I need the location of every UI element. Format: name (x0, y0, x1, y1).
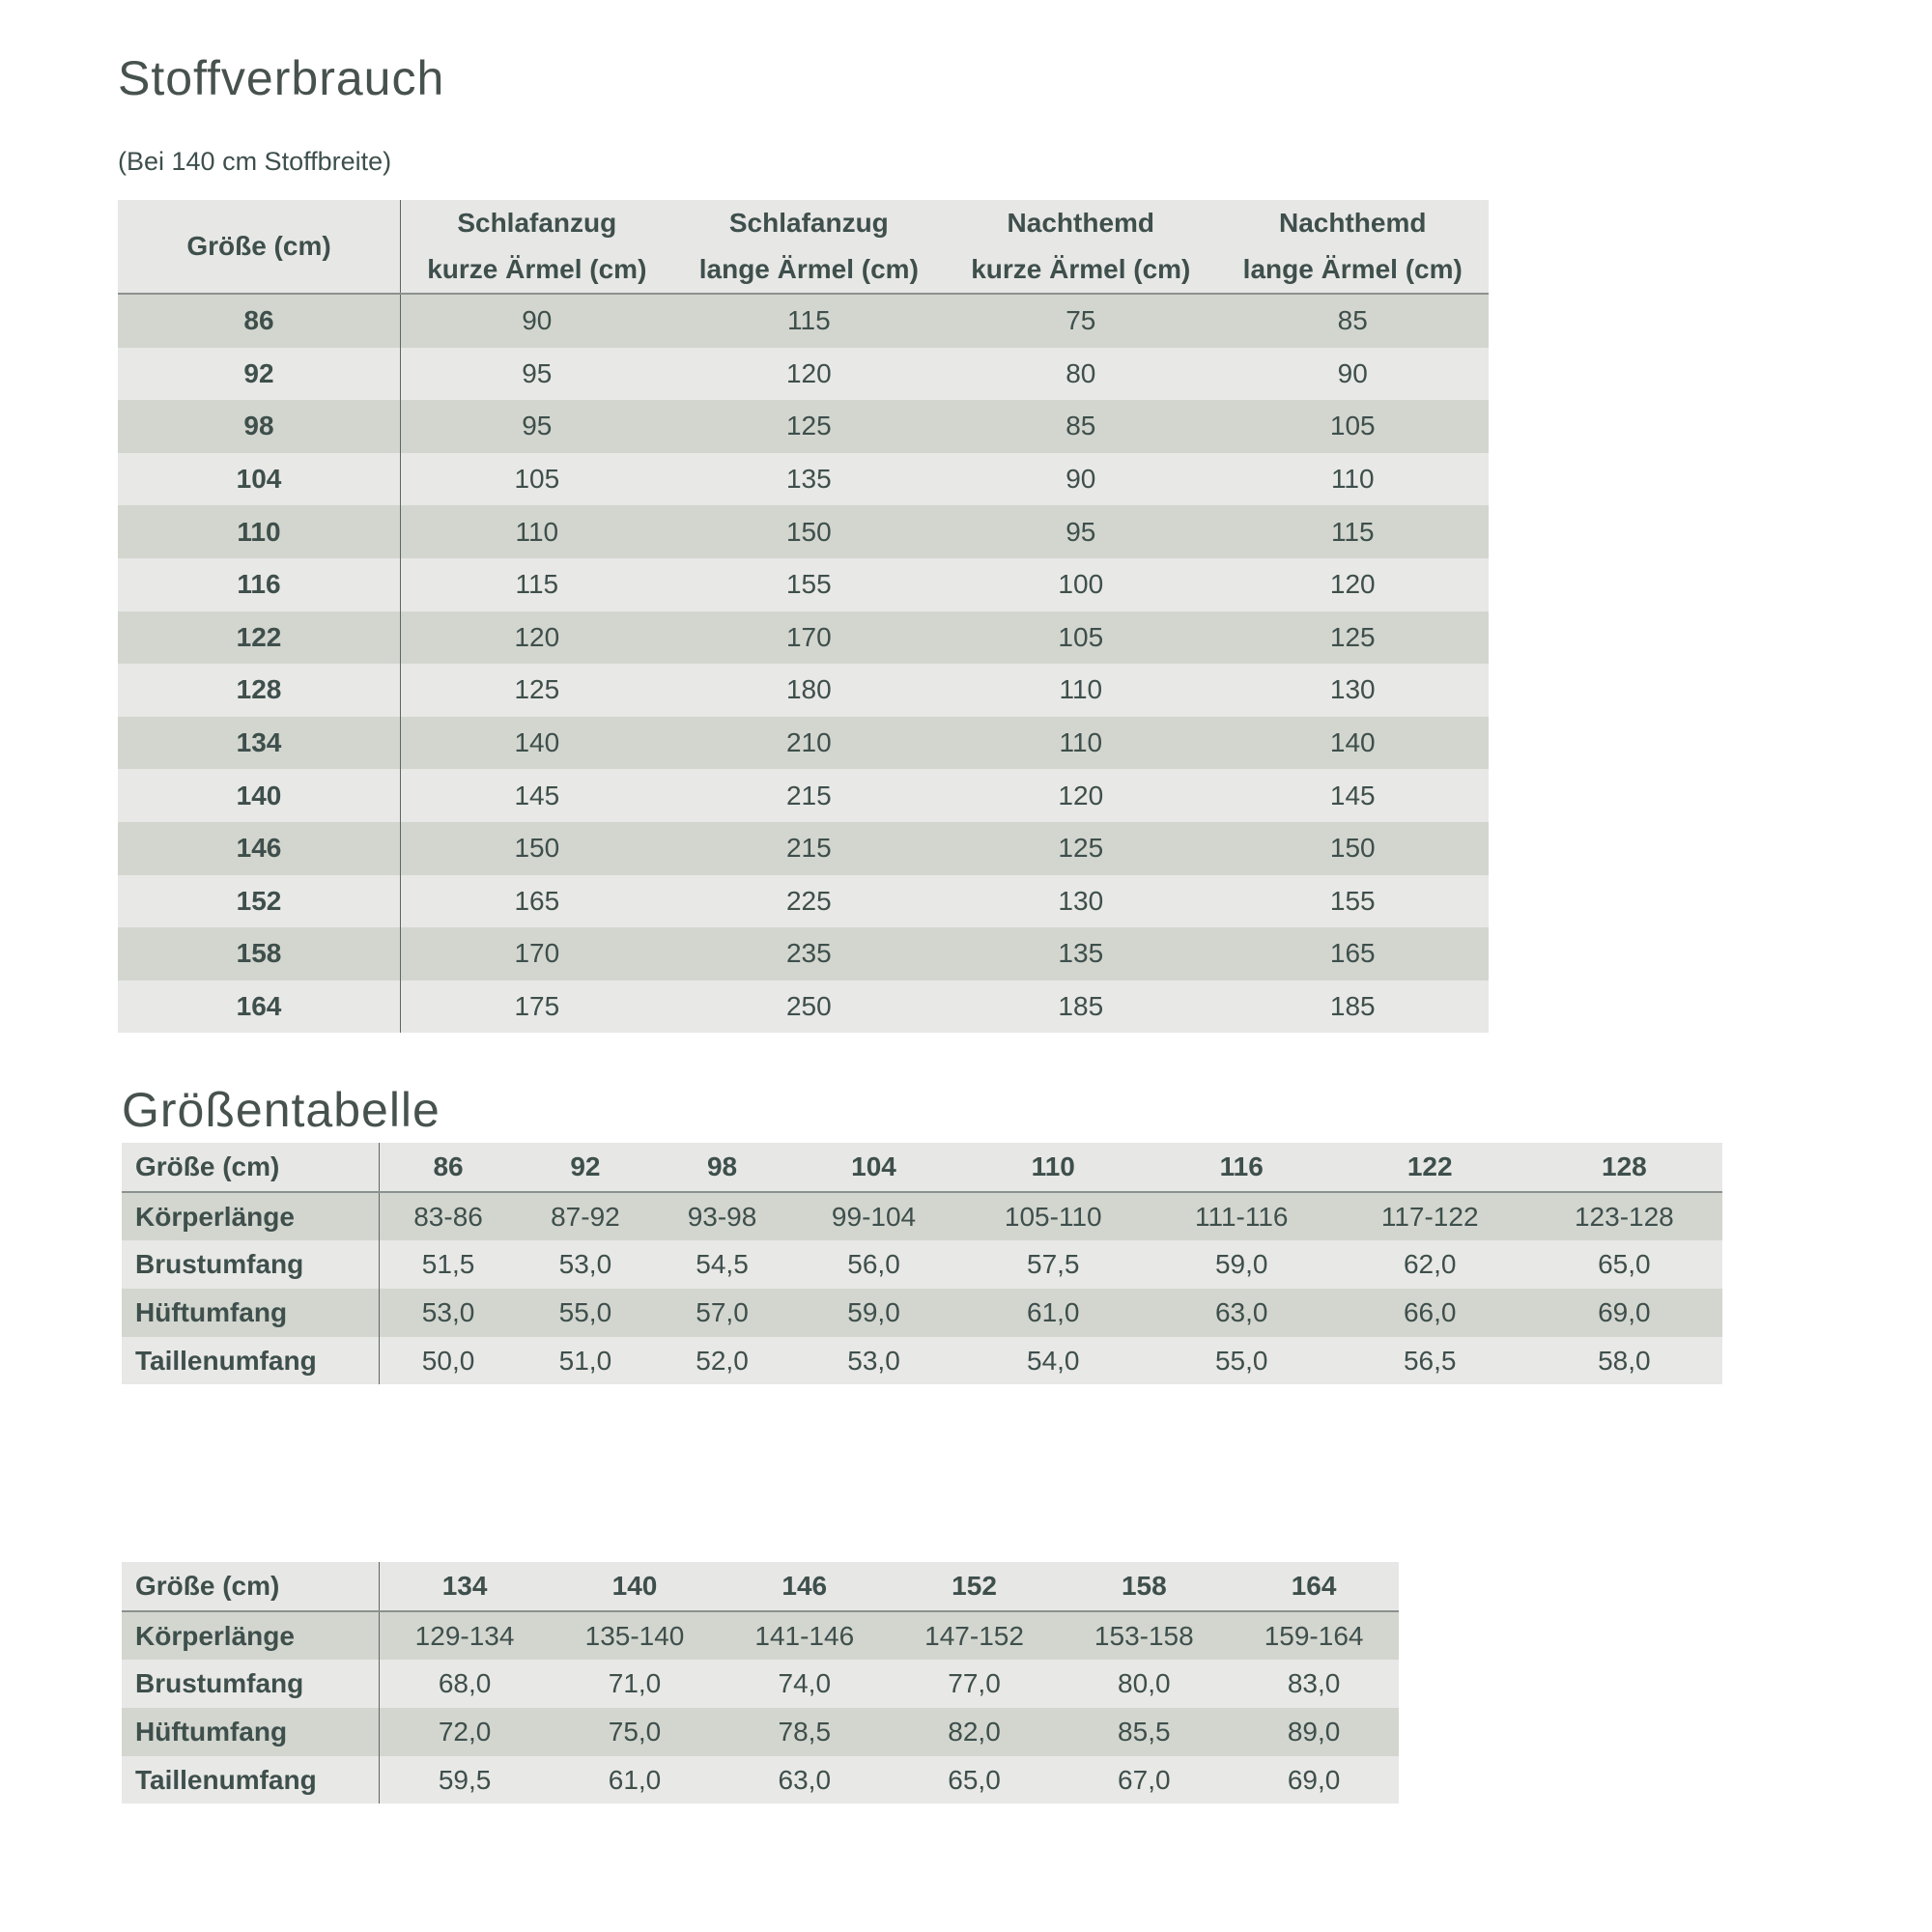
value-cell: 105 (945, 611, 1216, 665)
value-cell: 59,0 (790, 1289, 956, 1337)
value-cell: 117-122 (1334, 1192, 1526, 1241)
row-label: Taillenumfang (122, 1337, 380, 1385)
column-header-line: Schlafanzug (457, 208, 617, 238)
row-label: Hüftumfang (122, 1289, 380, 1337)
value-cell: 83-86 (380, 1192, 518, 1241)
header-row (122, 1562, 1399, 1611)
column-header (673, 200, 945, 294)
value-cell: 153-158 (1059, 1611, 1229, 1661)
value-cell: 59,0 (1150, 1240, 1334, 1289)
value-cell: 134 (380, 1562, 551, 1611)
value-cell: 53,0 (790, 1337, 956, 1385)
table-row (122, 1337, 1722, 1385)
value-cell: 95 (401, 348, 673, 401)
value-cell: 90 (1217, 348, 1489, 401)
value-cell: 125 (401, 664, 673, 717)
value-cell: 85,5 (1059, 1708, 1229, 1756)
value-cell: 56,0 (790, 1240, 956, 1289)
column-header (945, 200, 1216, 294)
value-cell: 115 (673, 294, 945, 348)
value-cell: 185 (945, 980, 1216, 1034)
size-cell: 146 (118, 822, 401, 875)
value-cell: 180 (673, 664, 945, 717)
size-cell: 158 (118, 927, 401, 980)
value-cell: 111-116 (1150, 1192, 1334, 1241)
size-cell: 86 (118, 294, 401, 348)
table-row (122, 1289, 1722, 1337)
table-row (118, 927, 1489, 980)
value-cell: 225 (673, 875, 945, 928)
value-cell: 86 (380, 1143, 518, 1192)
value-cell: 52,0 (654, 1337, 791, 1385)
value-cell: 85 (945, 400, 1216, 453)
value-cell: 62,0 (1334, 1240, 1526, 1289)
column-header (118, 200, 401, 294)
row-label: Größe (cm) (122, 1143, 380, 1192)
value-cell: 89,0 (1229, 1708, 1399, 1756)
value-cell: 147-152 (890, 1611, 1060, 1661)
value-cell: 53,0 (517, 1240, 654, 1289)
value-cell: 55,0 (517, 1289, 654, 1337)
value-cell: 61,0 (550, 1756, 720, 1804)
table-row (118, 505, 1489, 558)
value-cell: 95 (401, 400, 673, 453)
value-cell: 92 (517, 1143, 654, 1192)
value-cell: 135-140 (550, 1611, 720, 1661)
column-header-line: kurze Ärmel (cm) (971, 254, 1191, 284)
size-table-2 (122, 1562, 1399, 1804)
column-header-line: lange Ärmel (cm) (1242, 254, 1463, 284)
value-cell: 59,5 (380, 1756, 551, 1804)
row-label: Brustumfang (122, 1660, 380, 1708)
value-cell: 110 (945, 664, 1216, 717)
column-header (401, 200, 673, 294)
value-cell: 115 (401, 558, 673, 611)
value-cell: 125 (673, 400, 945, 453)
value-cell: 105-110 (957, 1192, 1150, 1241)
table-row (122, 1708, 1399, 1756)
table-row (118, 664, 1489, 717)
value-cell: 105 (1217, 400, 1489, 453)
value-cell: 125 (945, 822, 1216, 875)
value-cell: 65,0 (890, 1756, 1060, 1804)
value-cell: 135 (673, 453, 945, 506)
value-cell: 90 (945, 453, 1216, 506)
table-row (118, 400, 1489, 453)
size-cell: 104 (118, 453, 401, 506)
value-cell: 140 (1217, 717, 1489, 770)
value-cell: 130 (945, 875, 1216, 928)
row-label: Größe (cm) (122, 1562, 380, 1611)
table-row (118, 769, 1489, 822)
value-cell: 75 (945, 294, 1216, 348)
table-row (122, 1240, 1722, 1289)
table-row (118, 822, 1489, 875)
table-row (118, 294, 1489, 348)
fabric-table (118, 200, 1489, 1033)
table-row (118, 558, 1489, 611)
table-row (118, 348, 1489, 401)
value-cell: 82,0 (890, 1708, 1060, 1756)
value-cell: 50,0 (380, 1337, 518, 1385)
value-cell: 170 (401, 927, 673, 980)
value-cell: 150 (1217, 822, 1489, 875)
value-cell: 61,0 (957, 1289, 1150, 1337)
value-cell: 235 (673, 927, 945, 980)
value-cell: 175 (401, 980, 673, 1034)
value-cell: 100 (945, 558, 1216, 611)
table-row (118, 980, 1489, 1034)
value-cell: 120 (1217, 558, 1489, 611)
size-cell: 140 (118, 769, 401, 822)
value-cell: 165 (1217, 927, 1489, 980)
size-chart-title: Größentabelle (122, 1083, 440, 1137)
column-header (1217, 200, 1489, 294)
value-cell: 115 (1217, 505, 1489, 558)
value-cell: 170 (673, 611, 945, 665)
value-cell: 105 (401, 453, 673, 506)
value-cell: 140 (401, 717, 673, 770)
value-cell: 51,5 (380, 1240, 518, 1289)
value-cell: 145 (401, 769, 673, 822)
table-row (122, 1192, 1722, 1241)
fabric-subtitle: (Bei 140 cm Stoffbreite) (118, 147, 392, 176)
value-cell: 72,0 (380, 1708, 551, 1756)
value-cell: 165 (401, 875, 673, 928)
row-label: Brustumfang (122, 1240, 380, 1289)
value-cell: 53,0 (380, 1289, 518, 1337)
value-cell: 58,0 (1526, 1337, 1722, 1385)
value-cell: 67,0 (1059, 1756, 1229, 1804)
value-cell: 74,0 (720, 1660, 890, 1708)
value-cell: 110 (1217, 453, 1489, 506)
value-cell: 150 (673, 505, 945, 558)
value-cell: 155 (1217, 875, 1489, 928)
value-cell: 63,0 (720, 1756, 890, 1804)
value-cell: 98 (654, 1143, 791, 1192)
value-cell: 56,5 (1334, 1337, 1526, 1385)
size-cell: 134 (118, 717, 401, 770)
value-cell: 158 (1059, 1562, 1229, 1611)
size-table-1 (122, 1143, 1722, 1384)
column-header-line: Nachthemd (1007, 208, 1155, 238)
value-cell: 120 (401, 611, 673, 665)
table-row (118, 717, 1489, 770)
value-cell: 146 (720, 1562, 890, 1611)
value-cell: 185 (1217, 980, 1489, 1034)
column-header-line: lange Ärmel (cm) (698, 254, 919, 284)
table-row (118, 611, 1489, 665)
row-label: Körperlänge (122, 1192, 380, 1241)
size-cell: 152 (118, 875, 401, 928)
value-cell: 215 (673, 822, 945, 875)
header-row (122, 1143, 1722, 1192)
value-cell: 57,0 (654, 1289, 791, 1337)
value-cell: 69,0 (1229, 1756, 1399, 1804)
row-label: Taillenumfang (122, 1756, 380, 1804)
value-cell: 215 (673, 769, 945, 822)
value-cell: 110 (401, 505, 673, 558)
value-cell: 80 (945, 348, 1216, 401)
value-cell: 250 (673, 980, 945, 1034)
value-cell: 66,0 (1334, 1289, 1526, 1337)
size-cell: 110 (118, 505, 401, 558)
table-row (118, 453, 1489, 506)
value-cell: 68,0 (380, 1660, 551, 1708)
size-cell: 92 (118, 348, 401, 401)
column-header-line: Nachthemd (1279, 208, 1427, 238)
value-cell: 75,0 (550, 1708, 720, 1756)
value-cell: 90 (401, 294, 673, 348)
value-cell: 152 (890, 1562, 1060, 1611)
size-cell: 98 (118, 400, 401, 453)
value-cell: 51,0 (517, 1337, 654, 1385)
value-cell: 135 (945, 927, 1216, 980)
value-cell: 110 (945, 717, 1216, 770)
size-cell: 164 (118, 980, 401, 1034)
value-cell: 69,0 (1526, 1289, 1722, 1337)
fabric-title: Stoffverbrauch (118, 51, 445, 105)
row-label: Körperlänge (122, 1611, 380, 1661)
size-cell: 116 (118, 558, 401, 611)
value-cell: 54,0 (957, 1337, 1150, 1385)
value-cell: 150 (401, 822, 673, 875)
value-cell: 65,0 (1526, 1240, 1722, 1289)
value-cell: 99-104 (790, 1192, 956, 1241)
value-cell: 55,0 (1150, 1337, 1334, 1385)
value-cell: 122 (1334, 1143, 1526, 1192)
value-cell: 104 (790, 1143, 956, 1192)
table-row (122, 1756, 1399, 1804)
value-cell: 116 (1150, 1143, 1334, 1192)
value-cell: 83,0 (1229, 1660, 1399, 1708)
value-cell: 57,5 (957, 1240, 1150, 1289)
value-cell: 87-92 (517, 1192, 654, 1241)
value-cell: 77,0 (890, 1660, 1060, 1708)
table-row (122, 1660, 1399, 1708)
row-label: Hüftumfang (122, 1708, 380, 1756)
value-cell: 130 (1217, 664, 1489, 717)
value-cell: 63,0 (1150, 1289, 1334, 1337)
value-cell: 125 (1217, 611, 1489, 665)
column-header-line: Größe (cm) (186, 231, 331, 261)
value-cell: 140 (550, 1562, 720, 1611)
value-cell: 123-128 (1526, 1192, 1722, 1241)
value-cell: 128 (1526, 1143, 1722, 1192)
value-cell: 120 (673, 348, 945, 401)
size-cell: 128 (118, 664, 401, 717)
value-cell: 120 (945, 769, 1216, 822)
value-cell: 95 (945, 505, 1216, 558)
table-row (122, 1611, 1399, 1661)
value-cell: 71,0 (550, 1660, 720, 1708)
value-cell: 85 (1217, 294, 1489, 348)
value-cell: 210 (673, 717, 945, 770)
value-cell: 129-134 (380, 1611, 551, 1661)
value-cell: 78,5 (720, 1708, 890, 1756)
table-row (118, 875, 1489, 928)
value-cell: 159-164 (1229, 1611, 1399, 1661)
value-cell: 54,5 (654, 1240, 791, 1289)
value-cell: 141-146 (720, 1611, 890, 1661)
column-header-line: kurze Ärmel (cm) (427, 254, 647, 284)
value-cell: 110 (957, 1143, 1150, 1192)
size-cell: 122 (118, 611, 401, 665)
value-cell: 164 (1229, 1562, 1399, 1611)
value-cell: 80,0 (1059, 1660, 1229, 1708)
value-cell: 155 (673, 558, 945, 611)
value-cell: 93-98 (654, 1192, 791, 1241)
value-cell: 145 (1217, 769, 1489, 822)
column-header-line: Schlafanzug (728, 208, 889, 238)
